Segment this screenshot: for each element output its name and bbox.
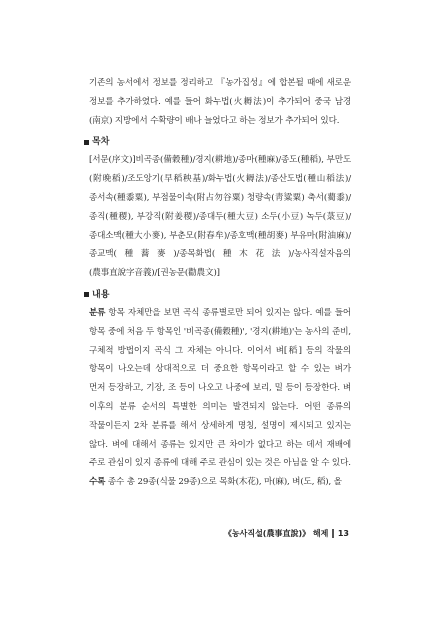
content-paragraph-block xyxy=(89,304,351,473)
square-bullet-icon xyxy=(84,292,89,297)
toc-heading-label: 목차 xyxy=(92,137,110,148)
page-content xyxy=(89,74,351,492)
footer-title: 《농사직설(農事直說)》 해제 xyxy=(223,529,329,538)
record-paragraph: 종수 총 29종(식물 29종)으로 목화(木花), 마(麻), 벼(도, 稻), 올 xyxy=(105,477,342,488)
toc-heading xyxy=(89,133,351,151)
record-paragraph-block xyxy=(89,473,351,492)
record-lead: 수록 xyxy=(89,477,106,488)
content-heading xyxy=(89,286,351,304)
content-heading-label: 내용 xyxy=(92,289,110,300)
content-paragraph: 항목 자체만을 보면 곡식 종류별로만 되어 있지는 않다. 예를 들어 항목 중에 처음 두 항목인 '비곡종(備穀種)', '경지(耕地)'는 농사의 준비, 구체적 방법이지 곡식 그 자체는 아니다. 이어서 벼[稻] 등의 작물의 항목이 나오는데 상대적으로 더 중요한 항목이라고 할 수 있는 벼가 먼저 등장하고, 기장, 조 등이 나오고 나중에 보리, 밀 등이 등장한다. 벼 이후의 분류 순서의 특별한 의미는 발견되지 않는다. 어떤 종류의 작물이든지 2차 분류를 해서 상세하게 명칭, 설명이 제시되고 있지는 않다. 벼에 대해서 종류는 있지만 큰 차이가 없다고 하는 데서 재배에 주로 관심이 있지 종류에 대해 주로 관심이 있는 것은 아님을 알 수 있다. xyxy=(89,307,351,469)
page-footer xyxy=(224,528,349,539)
toc-paragraph: [서문(序文)]비곡종(備穀種)/경지(耕地)/종마(種麻)/종도(種稻), 부만도(附晩稻)/조도앙기(早稻秧基)/화누법(火耨法)/종산도법(種山稻法)/종서속(種黍粟), 부점물이속(附占勿谷粟) 청량속(靑粱粟) 축서(薥黍)/종직(種稷), 부강직(附姜稷)/종대두(種大豆) 소두(小豆) 녹두(菉豆)/종대소맥(種大小麥), 부춘모(附春牟)/종호맥(種胡麥) 부유마(附油麻)/종교맥(種蕎麥)/종목화법(種木花法)/농사직설자음의(農事直說字音義)/[권농문(勸農文)] xyxy=(89,155,351,279)
classification-lead: 분류 xyxy=(89,307,106,318)
square-bullet-icon xyxy=(84,140,89,145)
page-number: 13 xyxy=(337,529,349,538)
intro-paragraph: 기존의 농서에서 정보를 정리하고 『농가집성』에 합본될 때에 새로운 정보를 추가하였다. 예를 들어 화누법(火耨法)이 추가되어 중국 남경(南京) 지방에서 수확량이 배나 늘었다고 하는 정보가 추가되어 있다. xyxy=(89,78,351,126)
footer-divider xyxy=(332,529,334,538)
